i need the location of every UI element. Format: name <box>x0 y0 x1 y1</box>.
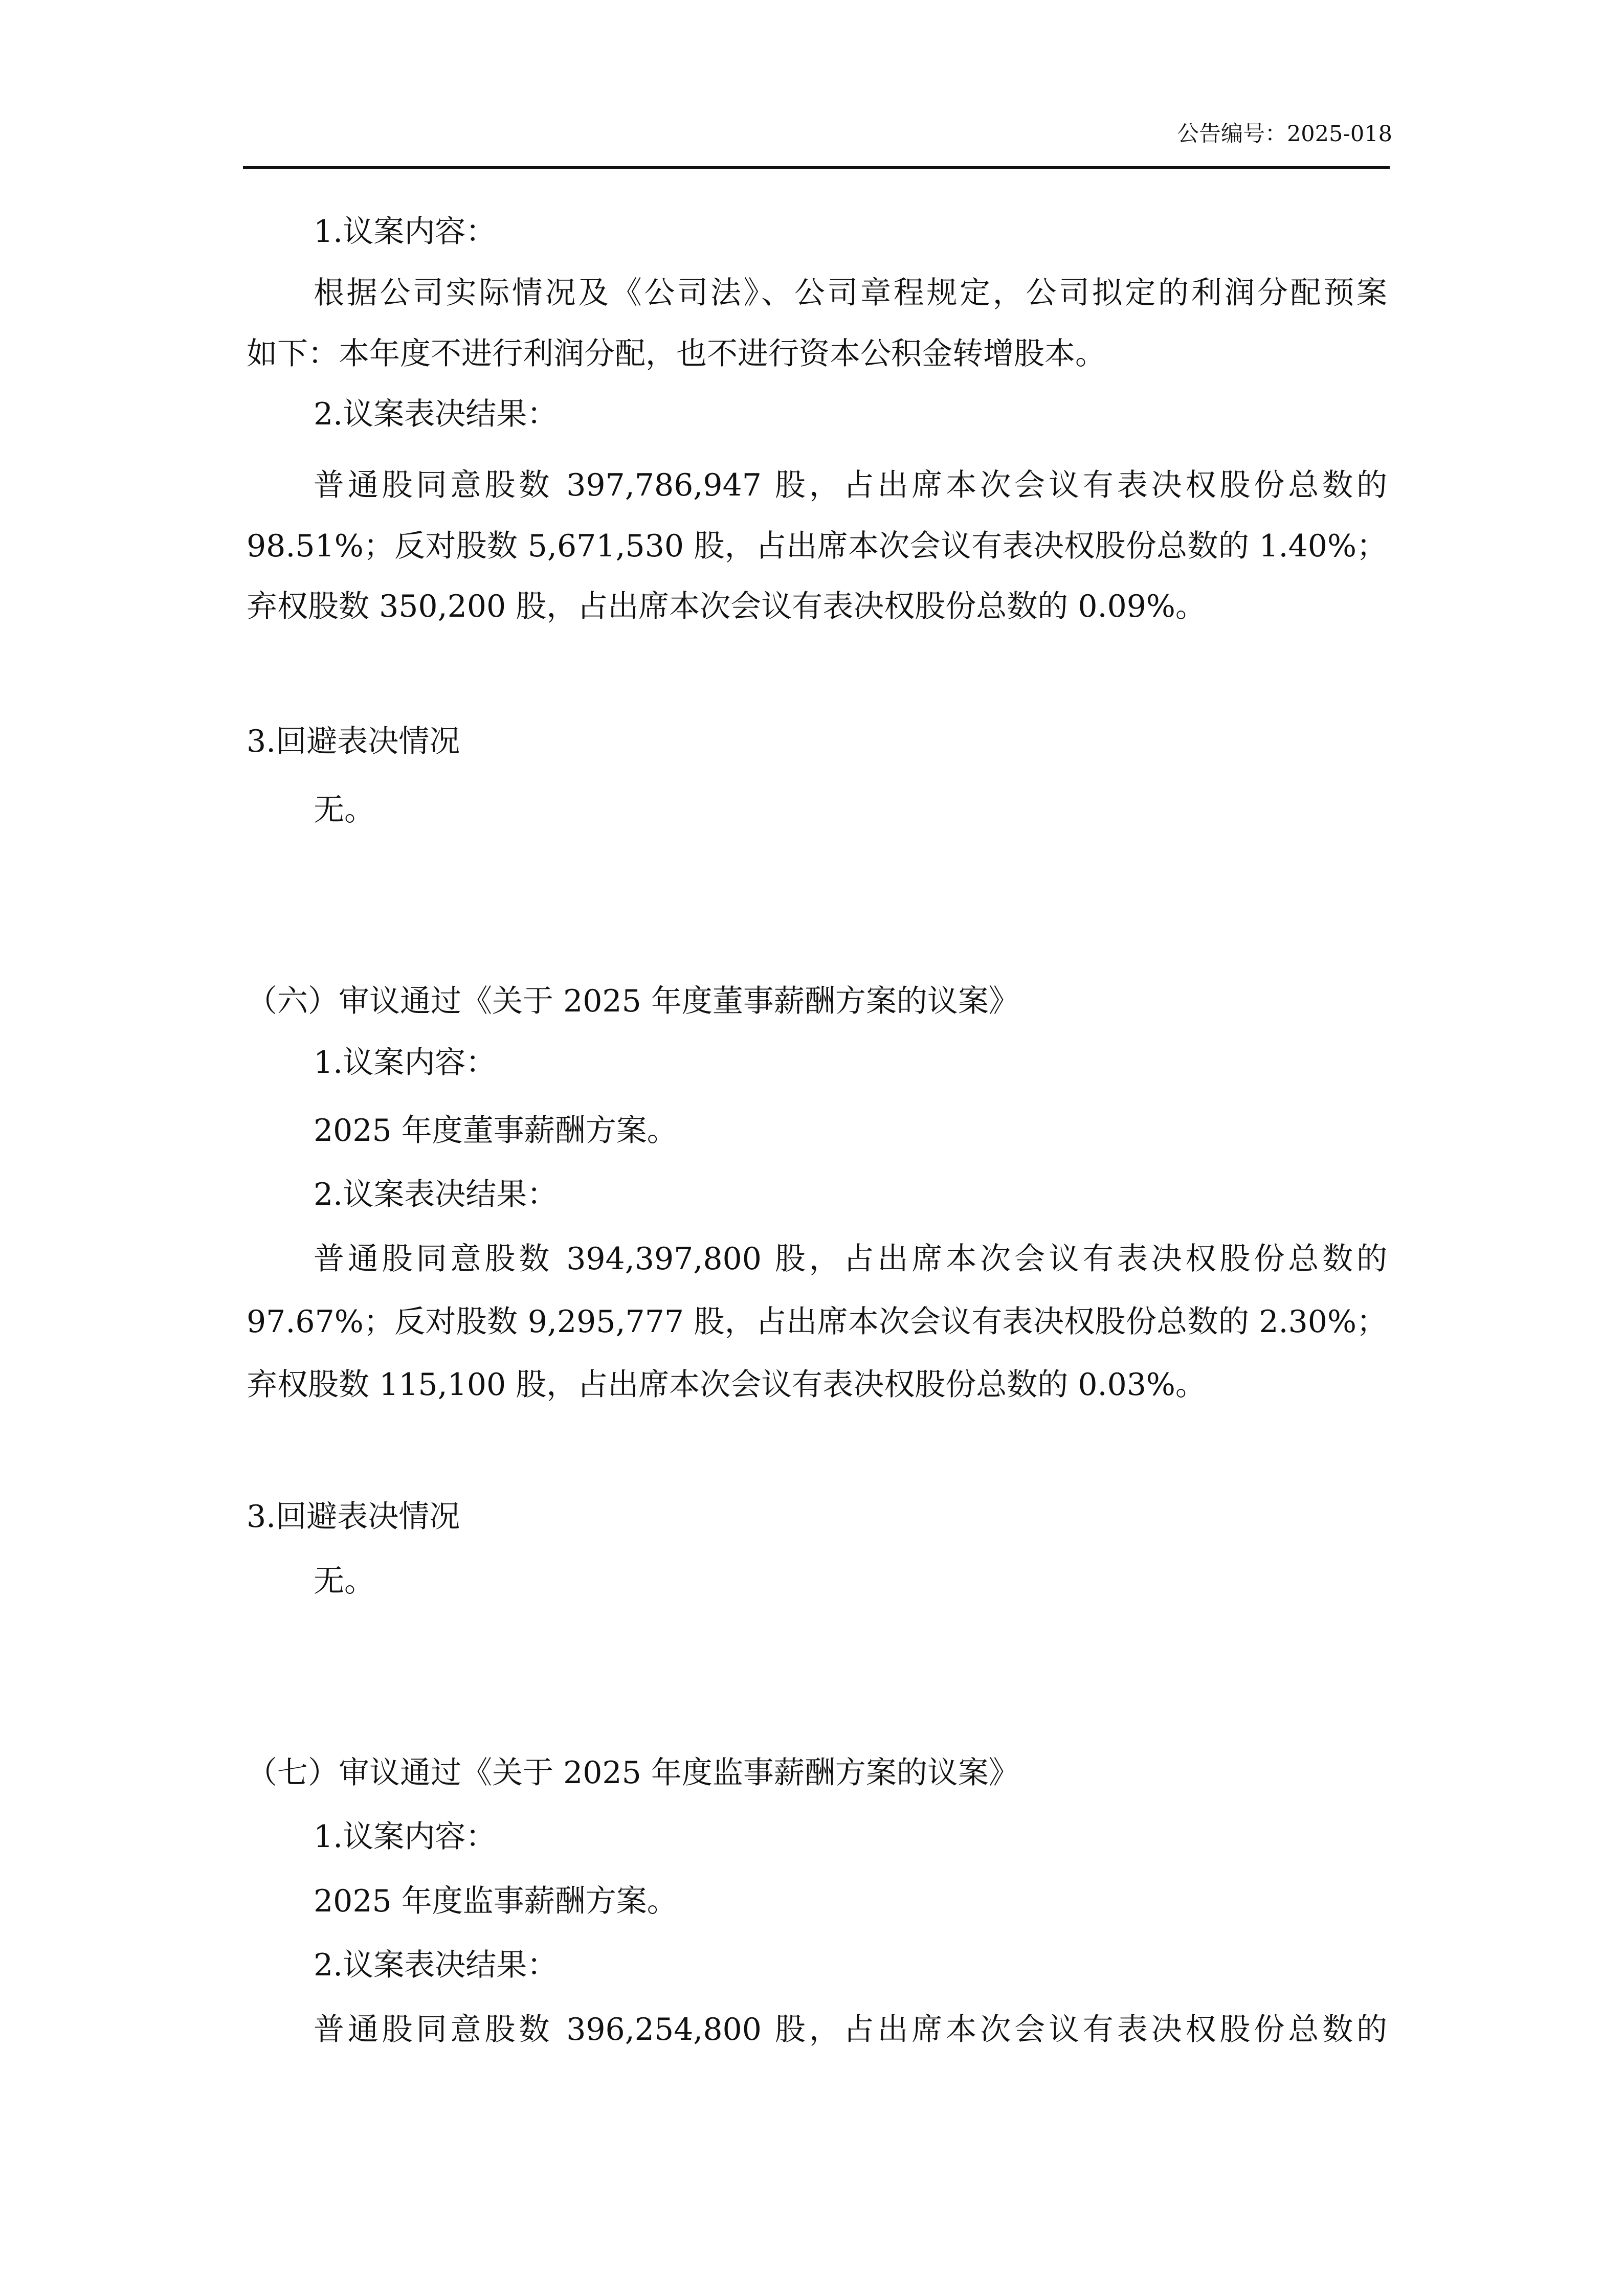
s6-vote-line-1: 普通股同意股数 394,397,800 股，占出席本次会议有表决权股份总数的 <box>314 1241 1387 1277</box>
s7-vote-title: 2.议案表决结果： <box>314 1947 558 1983</box>
announcement-number: 公告编号：2025-018 <box>1176 121 1392 147</box>
s5-content-line-2: 如下：本年度不进行利润分配，也不进行资本公积金转增股本。 <box>247 336 1106 372</box>
s5-vote-title: 2.议案表决结果： <box>314 396 558 432</box>
s5-vote-line-3: 弃权股数 350,200 股，占出席本次会议有表决权股份总数的 0.09%。 <box>247 589 1206 624</box>
s5-content-title: 1.议案内容： <box>314 214 497 250</box>
s5-recusal-text: 无。 <box>314 792 375 828</box>
s6-content-title: 1.议案内容： <box>314 1045 497 1081</box>
s6-content-text: 2025 年度董事薪酬方案。 <box>314 1113 678 1149</box>
s6-recusal-title: 3.回避表决情况 <box>247 1499 460 1535</box>
s6-recusal-text: 无。 <box>314 1563 375 1599</box>
s5-content-line-1: 根据公司实际情况及《公司法》、公司章程规定，公司拟定的利润分配预案 <box>314 275 1387 311</box>
s7-content-title: 1.议案内容： <box>314 1819 497 1855</box>
s6-vote-line-2: 97.67%；反对股数 9,295,777 股，占出席本次会议有表决权股份总数的 2.30%； <box>247 1304 1387 1340</box>
s5-recusal-title: 3.回避表决情况 <box>247 724 460 759</box>
s6-vote-title: 2.议案表决结果： <box>314 1177 558 1212</box>
s7-heading: （七）审议通过《关于 2025 年度监事薪酬方案的议案》 <box>247 1755 1019 1791</box>
s7-content-text: 2025 年度监事薪酬方案。 <box>314 1883 678 1919</box>
s6-vote-line-3: 弃权股数 115,100 股，占出席本次会议有表决权股份总数的 0.03%。 <box>247 1367 1206 1403</box>
s7-vote-line-1: 普通股同意股数 396,254,800 股，占出席本次会议有表决权股份总数的 <box>314 2012 1387 2047</box>
s5-vote-line-2: 98.51%；反对股数 5,671,530 股，占出席本次会议有表决权股份总数的 1.40%； <box>247 528 1387 564</box>
header-divider <box>243 166 1390 169</box>
s5-vote-line-1: 普通股同意股数 397,786,947 股，占出席本次会议有表决权股份总数的 <box>314 467 1387 503</box>
s6-heading: （六）审议通过《关于 2025 年度董事薪酬方案的议案》 <box>247 983 1019 1019</box>
